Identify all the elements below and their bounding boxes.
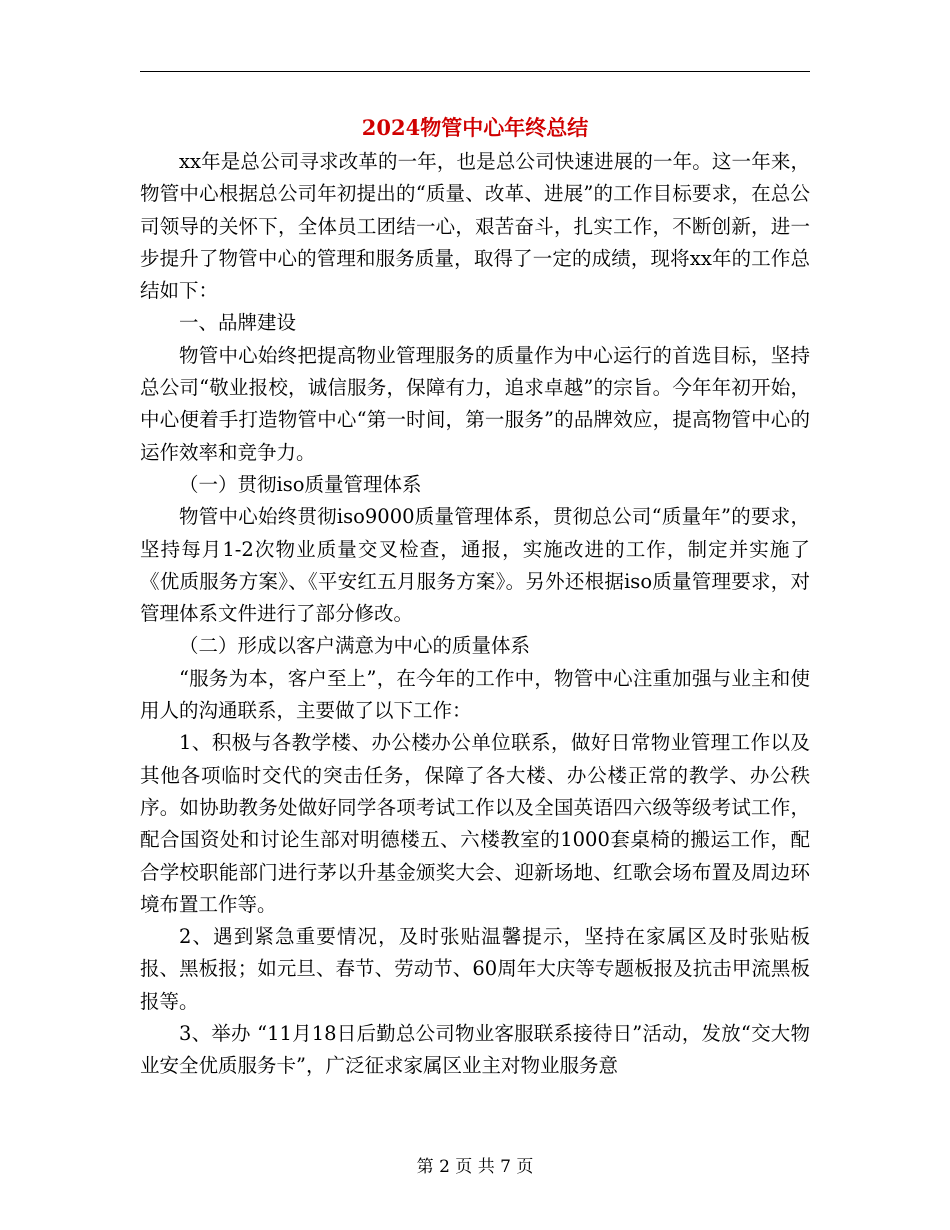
paragraph-iso: 物管中心始终贯彻iso9000质量管理体系，贯彻总公司“质量年”的要求，坚持每月1-2次物业质量交叉检查，通报，实施改进的工作，制定并实施了《优质服务方案》、《平安红五月服务方案》。另外还根据iso质量管理要求，对管理体系文件进行了部分修改。 [140, 505, 810, 626]
header-rule [140, 71, 810, 72]
paragraph-item-1: 1、积极与各教学楼、办公楼办公单位联系，做好日常物业管理工作以及其他各项临时交代的突击任务，保障了各大楼、办公楼正常的教学、办公秩序。如协助教务处做好同学各项考试工作以及全国英语四六级等级考试工作，配合国资处和讨论生部对明德楼五、六楼教室的1000套桌椅的搬运工作，配合学校职能部门进行茅以升基金颁奖大会、迎新场地、红歌会场布置及周边环境布置工作等。 [140, 731, 810, 916]
paragraph-item-3: 3、举办 “11月18日后勤总公司物业客服联系接待日”活动，发放“交大物业安全优质服务卡”，广泛征求家属区业主对物业服务意 [140, 1022, 810, 1078]
page-number-footer: 第 2 页 共 7 页 [416, 1157, 534, 1177]
subheading-customer: （二）形成以客户满意为中心的质量体系 [179, 634, 531, 658]
paragraph-intro: xx年是总公司寻求改革的一年，也是总公司快速进展的一年。这一年来，物管中心根据总公司年初提出的“质量、改革、进展”的工作目标要求，在总公司领导的关怀下，全体员工团结一心，艰苦奋斗，扎实工作，不断创新，进一步提升了物管中心的管理和服务质量，取得了一定的成绩，现将xx年的工作总结如下： [140, 150, 810, 303]
paragraph-customer: “服务为本，客户至上”，在今年的工作中，物管中心注重加强与业主和使用人的沟通联系，主要做了以下工作： [140, 666, 810, 723]
document-body [140, 146, 810, 1083]
document-title: 2024物管中心年终总结 [361, 115, 589, 140]
paragraph-brand: 物管中心始终把提高物业管理服务的质量作为中心运行的首选目标，坚持总公司“敬业报校，诚信服务，保障有力，追求卓越”的宗旨。今年年初开始，中心便着手打造物管中心“第一时间，第一服务”的品牌效应，提高物管中心的运作效率和竞争力。 [140, 343, 810, 464]
subheading-iso: （一）贯彻iso质量管理体系 [179, 472, 422, 496]
paragraph-item-2: 2、遇到紧急重要情况，及时张贴温馨提示，坚持在家属区及时张贴板报、黑板报；如元旦、春节、劳动节、60周年大庆等专题板报及抗击甲流黑板报等。 [140, 925, 810, 1013]
heading-brand-building: 一、品牌建设 [179, 311, 297, 335]
